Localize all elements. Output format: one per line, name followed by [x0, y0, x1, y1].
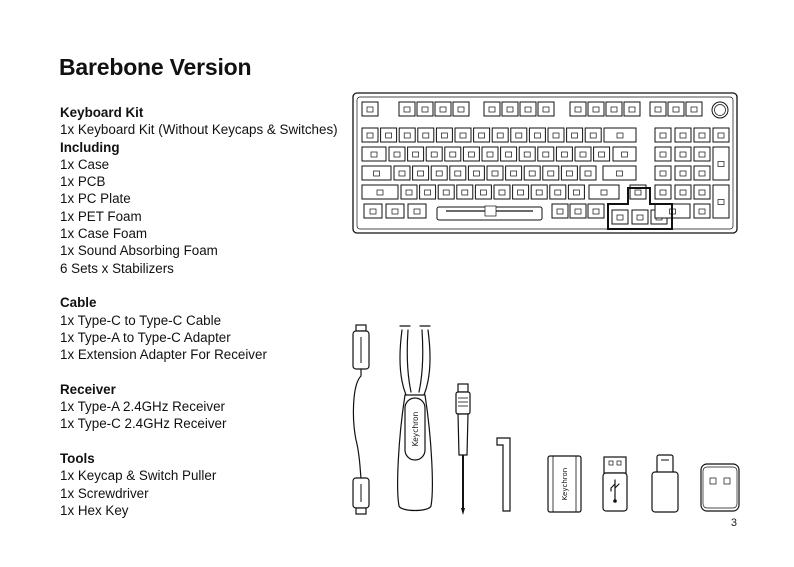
list-item: 1x Type-A 2.4GHz Receiver: [60, 399, 225, 415]
switch-socket: [511, 171, 517, 176]
switch-socket: [699, 152, 705, 157]
switch-socket: [406, 190, 412, 195]
switch-socket: [601, 190, 607, 195]
switch-socket: [580, 152, 586, 157]
switch-socket: [524, 152, 530, 157]
switch-socket: [660, 133, 666, 138]
switch-socket: [487, 152, 493, 157]
switch-socket: [443, 190, 449, 195]
switch-socket: [557, 209, 563, 214]
switch-socket: [518, 190, 524, 195]
switch-socket: [699, 133, 705, 138]
switch-socket: [573, 190, 579, 195]
switch-socket: [423, 133, 429, 138]
switch-socket: [414, 209, 420, 214]
switch-socket: [660, 190, 666, 195]
switch-socket: [691, 107, 697, 112]
switch-socket: [660, 171, 666, 176]
list-item: 1x Case: [60, 156, 110, 172]
switch-socket: [680, 171, 686, 176]
switch-socket: [492, 171, 498, 176]
switch-socket: [404, 133, 410, 138]
switch-socket: [529, 171, 535, 176]
list-item: 1x Case Foam: [60, 226, 148, 242]
switch-socket: [553, 133, 559, 138]
keycap-switch-puller-icon: [398, 326, 433, 511]
switch-socket: [370, 209, 376, 214]
switch-socket: [525, 107, 531, 112]
switch-socket: [480, 190, 486, 195]
switch-socket: [718, 133, 724, 138]
screwdriver-icon: [456, 384, 470, 515]
section-heading: Tools: [60, 450, 95, 466]
switch-socket: [637, 215, 643, 220]
switch-socket: [394, 152, 400, 157]
switch-socket: [536, 190, 542, 195]
list-item: 1x Keyboard Kit (Without Keycaps & Switches): [60, 122, 338, 138]
switch-socket: [575, 209, 581, 214]
list-item: 1x Keycap & Switch Puller: [60, 468, 217, 484]
switch-socket: [367, 107, 373, 112]
switch-socket: [561, 152, 567, 157]
switch-socket: [458, 107, 464, 112]
switch-socket: [660, 152, 666, 157]
list-item: 1x Extension Adapter For Receiver: [60, 347, 267, 363]
type-a-receiver-icon: [603, 457, 627, 511]
switch-socket: [507, 107, 513, 112]
switch-socket: [367, 133, 373, 138]
switch-socket: [462, 190, 468, 195]
switch-socket: [534, 133, 540, 138]
switch-socket: [593, 209, 599, 214]
page-title: Barebone Version: [59, 54, 252, 80]
hex-key-icon: [497, 438, 510, 511]
switch-socket: [655, 107, 661, 112]
switch-socket: [377, 190, 383, 195]
list-item: 1x PET Foam: [60, 208, 142, 224]
switch-socket: [593, 107, 599, 112]
switch-socket: [575, 107, 581, 112]
list-item: 6 Sets x Stabilizers: [60, 260, 174, 276]
list-item: 1x Hex Key: [60, 502, 129, 518]
switch-socket: [489, 107, 495, 112]
switch-socket: [455, 171, 461, 176]
switch-socket: [436, 171, 442, 176]
switch-socket: [392, 209, 398, 214]
switch-socket: [629, 107, 635, 112]
switch-socket: [468, 152, 474, 157]
type-c-cable-icon: [353, 325, 369, 514]
switch-socket: [425, 190, 431, 195]
switch-socket: [617, 215, 623, 220]
switch-socket: [617, 133, 623, 138]
list-item: 1x Sound Absorbing Foam: [60, 243, 218, 259]
switch-socket: [699, 171, 705, 176]
switch-socket: [566, 171, 572, 176]
section-heading: Keyboard Kit: [60, 105, 144, 120]
extension-adapter-icon: [548, 456, 581, 512]
adapter-brand: Keychron: [561, 467, 569, 501]
switch-socket: [399, 171, 405, 176]
switch-socket: [404, 107, 410, 112]
switch-socket: [516, 133, 522, 138]
list-item: 1x PCB: [60, 174, 106, 190]
switch-socket: [473, 171, 479, 176]
switch-socket: [499, 190, 505, 195]
section-heading: Cable: [60, 295, 97, 311]
barebone-keyboard-icon: [353, 93, 737, 233]
switch-socket: [617, 171, 623, 176]
switch-socket: [440, 107, 446, 112]
switch-socket: [680, 190, 686, 195]
list-item: 1x Screwdriver: [60, 485, 149, 501]
list-item: 1x PC Plate: [60, 191, 131, 207]
puller-brand: Keychron: [411, 411, 420, 447]
switch-socket: [680, 133, 686, 138]
switch-socket: [611, 107, 617, 112]
switch-socket: [622, 152, 628, 157]
switch-socket: [422, 107, 428, 112]
switch-socket: [585, 171, 591, 176]
switch-socket: [450, 152, 456, 157]
section-heading: Including: [60, 139, 120, 155]
switch-socket: [590, 133, 596, 138]
switch-socket: [441, 133, 447, 138]
switch-socket: [497, 133, 503, 138]
switch-socket: [718, 162, 724, 167]
type-c-receiver-icon: [652, 455, 678, 512]
section-heading: Receiver: [60, 381, 116, 397]
switch-socket: [699, 209, 705, 214]
switch-socket: [431, 152, 437, 157]
switch-socket: [506, 152, 512, 157]
switch-socket: [543, 152, 549, 157]
switch-socket: [386, 133, 392, 138]
switch-socket: [374, 171, 380, 176]
type-a-to-c-adapter-icon: [701, 464, 739, 511]
switch-socket: [718, 200, 724, 205]
switch-socket: [635, 190, 641, 195]
list-item: 1x Type-C 2.4GHz Receiver: [60, 416, 227, 432]
page-number: 3: [730, 517, 737, 529]
list-item: 1x Type-A to Type-C Adapter: [60, 329, 231, 345]
switch-socket: [599, 152, 605, 157]
switch-socket: [555, 190, 561, 195]
switch-socket: [418, 171, 424, 176]
switch-socket: [413, 152, 419, 157]
list-item: 1x Type-C to Type-C Cable: [60, 312, 222, 328]
switch-socket: [673, 107, 679, 112]
switch-socket: [479, 133, 485, 138]
switch-socket: [371, 152, 377, 157]
switch-socket: [699, 190, 705, 195]
switch-socket: [548, 171, 554, 176]
switch-socket: [543, 107, 549, 112]
switch-socket: [680, 152, 686, 157]
switch-socket: [572, 133, 578, 138]
switch-socket: [460, 133, 466, 138]
